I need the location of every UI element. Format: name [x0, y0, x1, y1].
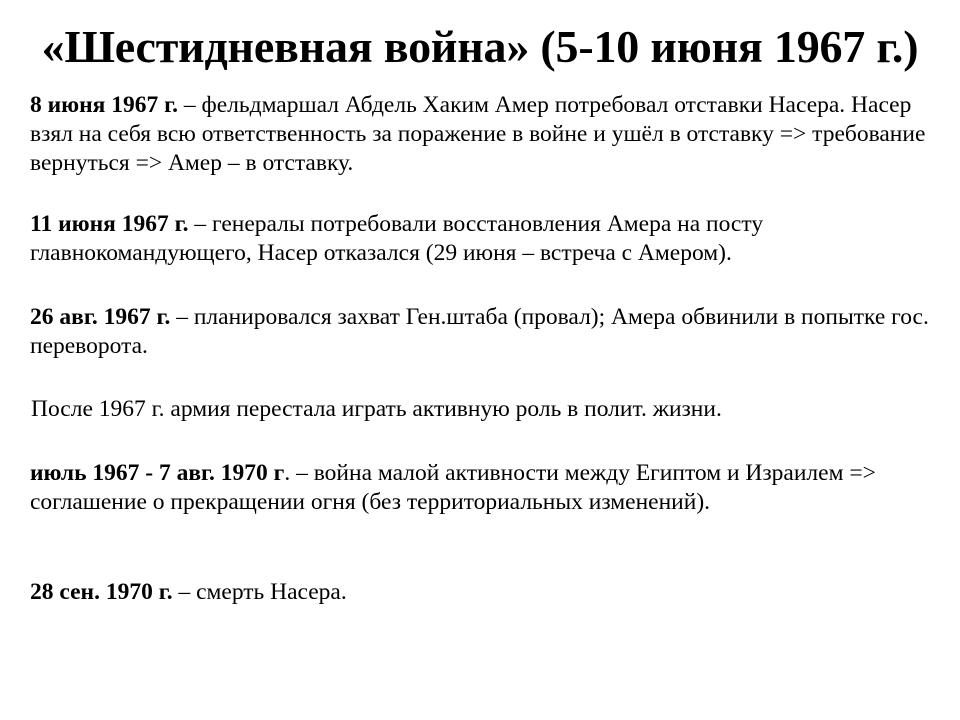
paragraph-date: 26 авг. 1967 г.	[30, 304, 171, 330]
paragraph-5	[30, 459, 945, 517]
paragraph-3	[30, 303, 945, 361]
slide-title: «Шестидневная война» (5-10 июня 1967 г.)	[41, 21, 919, 72]
paragraph-text: После 1967 г. армия перестала играть активную роль в полит. жизни.	[31, 396, 722, 422]
paragraph-text: – смерть Насера.	[172, 579, 347, 605]
paragraph-date: июль 1967 - 7 авг. 1970 г	[30, 460, 285, 486]
paragraph-6	[30, 578, 945, 607]
paragraph-2	[30, 210, 945, 268]
paragraph-text: . – война малой активности между Египтом и Израилем => соглашение о прекращении огня (без территориальных изменений).	[30, 460, 876, 515]
paragraph-1	[30, 91, 945, 178]
paragraph-text: – фельдмаршал Абдель Хаким Амер потребовал отставки Насера. Насер взял на себя всю ответственность за поражение в войне и ушёл в отставку => требование вернуться => Амер – в отставку.	[30, 92, 926, 176]
paragraph-date: 28 сен. 1970 г.	[30, 579, 173, 605]
paragraph-text: – генералы потребовали восстановления Амера на посту главнокомандующего, Насер отказался (29 июня – встреча с Амером).	[30, 211, 764, 266]
paragraph-4	[31, 395, 946, 424]
paragraph-text: – планировался захват Ген.штаба (провал); Амера обвинили в попытке гос. переворота.	[30, 304, 929, 359]
paragraph-date: 11 июня 1967 г.	[30, 211, 189, 237]
paragraph-date: 8 июня 1967 г.	[30, 92, 179, 118]
